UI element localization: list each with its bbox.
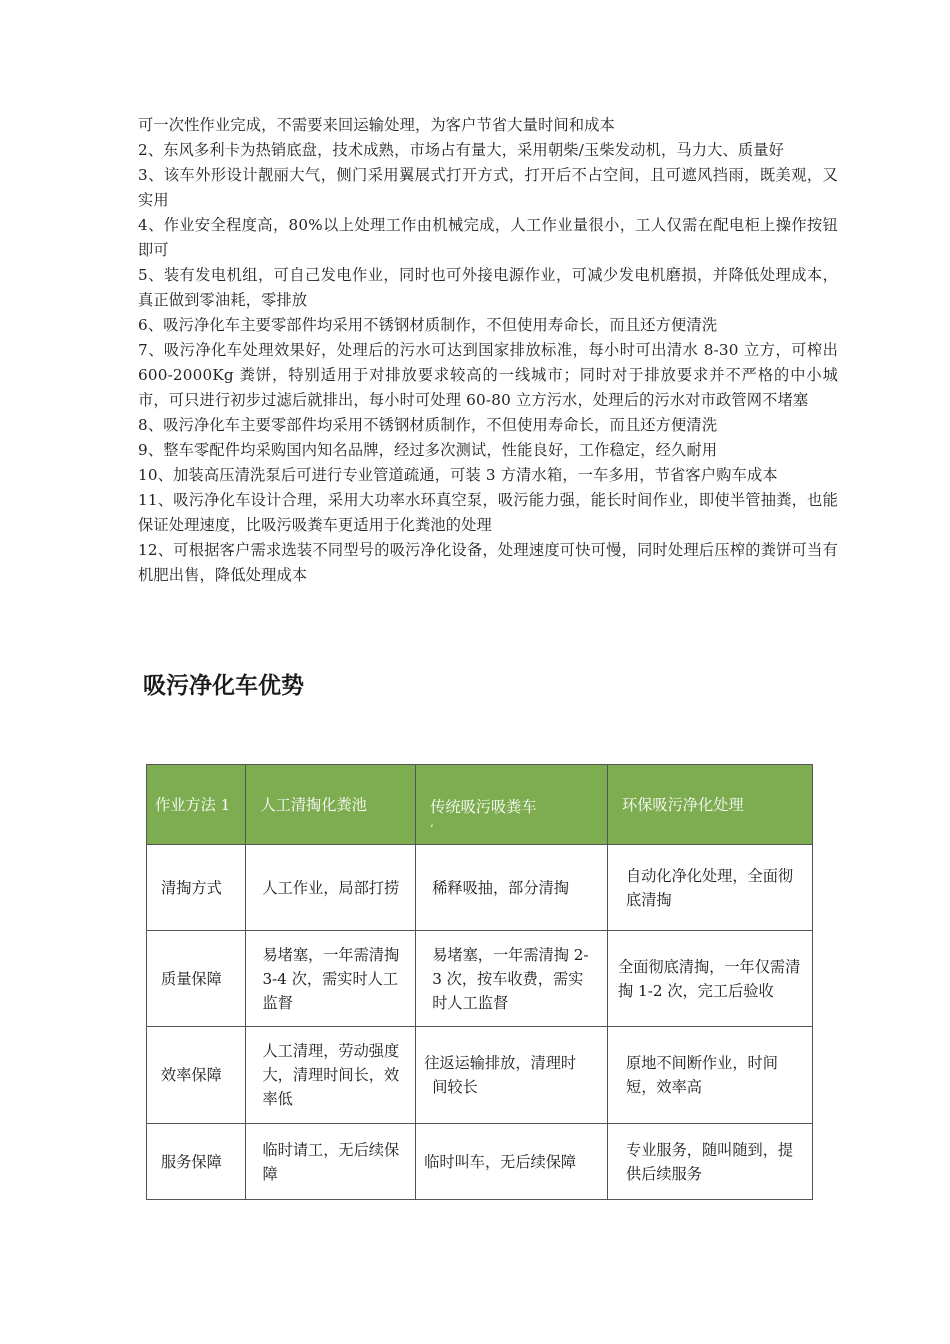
table-cell: 全面彻底清掏，一年仅需清掏 1-2 次，完工后验收 xyxy=(608,931,813,1027)
paragraph: 3、该车外形设计靓丽大气，侧门采用翼展式打开方式，打开后不占空间，且可遮风挡雨，既美观，又实用 xyxy=(138,166,838,209)
paragraph: 9、整车零配件均采购国内知名品牌，经过多次测试，性能良好，工作稳定，经久耐用 xyxy=(138,441,718,459)
table-cell: 自动化净化处理，全面彻底清掏 xyxy=(608,845,813,931)
table-cell: 临时请工，无后续保障 xyxy=(246,1124,416,1200)
table-row xyxy=(147,1124,813,1200)
paragraph: 6、吸污净化车主要零部件均采用不锈钢材质制作，不但使用寿命长，而且还方便清洗 xyxy=(138,316,718,334)
header-mark: , xyxy=(430,815,434,829)
header-label: 人工清掏化粪池 xyxy=(260,795,367,814)
cell-line: 往返运输排放，清理时 xyxy=(424,1054,577,1072)
cell-line: 易堵塞，一年需清掏 xyxy=(262,945,400,964)
table-cell: 原地不间断作业，时间短，效率高 xyxy=(608,1027,813,1124)
paragraph: 5、装有发电机组，可自己发电作业，同时也可外接电源作业，可减少发电机磨损，并降低处理成本，真正做到零油耗，零排放 xyxy=(138,266,838,309)
row-label: 效率保障 xyxy=(147,1027,246,1124)
table-row xyxy=(147,931,813,1027)
paragraph: 4、作业安全程度高，80%以上处理工作由机械完成，人工作业量很小，工人仅需在配电柜上操作按钮即可 xyxy=(138,216,838,259)
header-cell-eco xyxy=(608,765,813,845)
table-row xyxy=(147,845,813,931)
paragraph: 12、可根据客户需求选装不同型号的吸污净化设备，处理速度可快可慢，同时处理后压榨的粪饼可当有机肥出售，降低处理成本 xyxy=(138,541,838,584)
table-cell: 稀释吸抽，部分清掏 xyxy=(416,845,608,931)
header-label: 传统吸污吸粪车 xyxy=(430,797,537,816)
table-row xyxy=(147,1027,813,1124)
table-header-row xyxy=(147,765,813,845)
table-cell: 人工清理，劳动强度大，清理时间长，效率低 xyxy=(246,1027,416,1124)
table-cell xyxy=(246,931,416,1027)
paragraph: 8、吸污净化车主要零部件均采用不锈钢材质制作，不但使用寿命长，而且还方便清洗 xyxy=(138,416,718,434)
header-label: 环保吸污净化处理 xyxy=(622,795,744,814)
table-cell xyxy=(416,1027,608,1124)
header-label: 作业方法 1 xyxy=(155,795,231,814)
header-cell-manual xyxy=(246,765,416,845)
cell-line: 3-4 次，需实时人工监督 xyxy=(262,969,399,1012)
comparison-table xyxy=(146,764,813,1200)
cell-line: 间较长 xyxy=(432,1078,478,1096)
table-cell: 易堵塞，一年需清掏 2-3 次，按车收费，需实时人工监督 xyxy=(416,931,608,1027)
header-cell-method xyxy=(147,765,246,845)
paragraph: 11、吸污净化车设计合理，采用大功率水环真空泵，吸污能力强，能长时间作业，即使半管抽粪，也能保证处理速度，比吸污吸粪车更适用于化粪池的处理 xyxy=(138,491,838,534)
paragraph: 2、东风多利卡为热销底盘，技术成熟，市场占有量大，采用朝柴/玉柴发动机，马力大、质量好 xyxy=(138,141,785,159)
row-label: 清掏方式 xyxy=(147,845,246,931)
advantage-list xyxy=(138,113,838,588)
header-cell-traditional xyxy=(416,765,608,845)
row-label: 服务保障 xyxy=(147,1124,246,1200)
table-cell: 人工作业，局部打捞 xyxy=(246,845,416,931)
section-title: 吸污净化车优势 xyxy=(143,673,304,699)
paragraph: 可一次性作业完成，不需要来回运输处理，为客户节省大量时间和成本 xyxy=(138,116,616,134)
table-cell: 专业服务，随叫随到，提供后续服务 xyxy=(608,1124,813,1200)
paragraph: 7、吸污净化车处理效果好，处理后的污水可达到国家排放标准，每小时可出清水 8-30 立方，可榨出 600-2000Kg 粪饼，特别适用于对排放要求较高的一线城市；同时对于排放要求并不严格的中小城市，可只进行初步过滤后就排出，每小时可处理 60-80 立方污水，处理后的污水对市政管网不堵塞 xyxy=(138,341,838,409)
paragraph: 10、加装高压清洗泵后可进行专业管道疏通，可装 3 方清水箱，一车多用，节省客户购车成本 xyxy=(138,466,778,484)
table-cell: 临时叫车，无后续保障 xyxy=(416,1124,608,1200)
row-label: 质量保障 xyxy=(147,931,246,1027)
